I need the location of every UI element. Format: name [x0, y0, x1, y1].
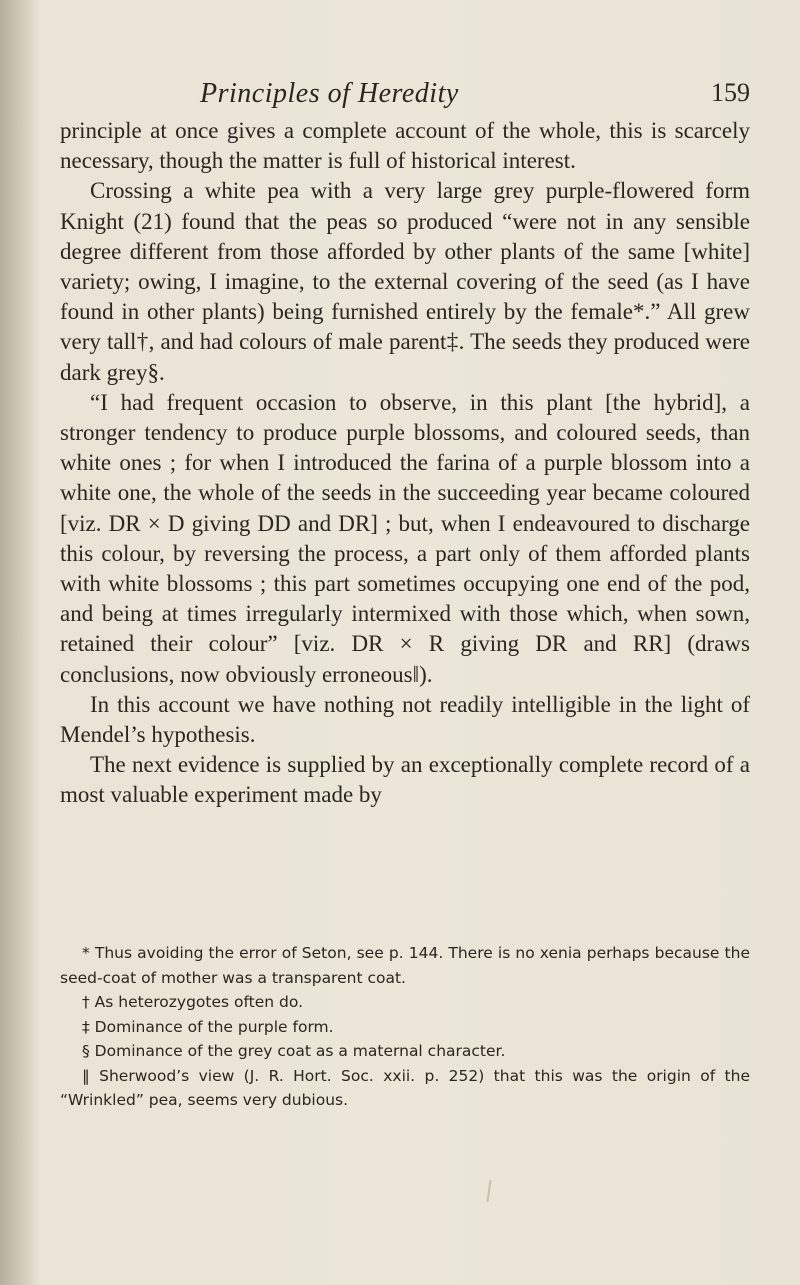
paragraph-5: The next evidence is supplied by an exceptionally complete record of a most valuable experiment made by: [60, 752, 750, 808]
spine-shadow: [0, 0, 40, 1285]
footnote-5: ‖ Sherwood’s view (J. R. Hort. Soc. xxii. p. 252) that this was the origin of the “Wrinkled” pea, seems very dubious.: [60, 1066, 750, 1109]
paragraph-1: principle at once gives a complete account of the whole, this is scarcely necessary, though the matter is full of historical interest.: [60, 118, 750, 174]
footnote-3: ‡ Dominance of the purple form.: [82, 1017, 334, 1036]
footnote-4: § Dominance of the grey coat as a maternal character.: [82, 1042, 506, 1060]
page-number: 159: [711, 78, 750, 107]
body-text: [60, 116, 750, 811]
footnotes: [60, 941, 750, 1113]
running-title: Principles of Heredity: [200, 78, 459, 109]
paragraph-4: In this account we have nothing not readily intelligible in the light of Mendel’s hypothesis.: [60, 691, 750, 748]
footnote-1: * Thus avoiding the error of Seton, see p. 144. There is no xenia perhaps because the seed-coat of mother was a transparent coat.: [60, 944, 750, 987]
paragraph-3: “I had frequent occasion to observe, in this plant [the hybrid], a stronger tendency to produce purple blossoms, and coloured seeds, than white ones ; for when I introduced the farina of a purple blossom into a white one, the whole of the seeds in the succeeding year became coloured [viz. DR × D giving DD and DR] ; but, when I endeavoured to discharge this colour, by reversing the process, a part only of them afforded plants with white blossoms ; this part sometimes occupying one end of the pod, and being at times irregularly intermixed with those which, when sown, retained their colour” [viz. DR × R giving DR and RR] (draws conclusions, now obviously erroneous‖).: [60, 389, 750, 687]
paragraph-2: Crossing a white pea with a very large grey purple-flowered form Knight (21) found that the peas so produced “were not in any sensible degree different from those afforded by other plants of the same [white] variety; owing, I imagine, to the external covering of the seed (as I have found in other plants) being furnished entirely by the female*.” All grew very tall†, and had colours of male parent‡. The seeds they produced were dark grey§.: [60, 178, 750, 385]
page-header: [60, 78, 750, 118]
footnote-2: † As heterozygotes often do.: [82, 993, 304, 1011]
stray-pencil-mark: [486, 1180, 491, 1202]
